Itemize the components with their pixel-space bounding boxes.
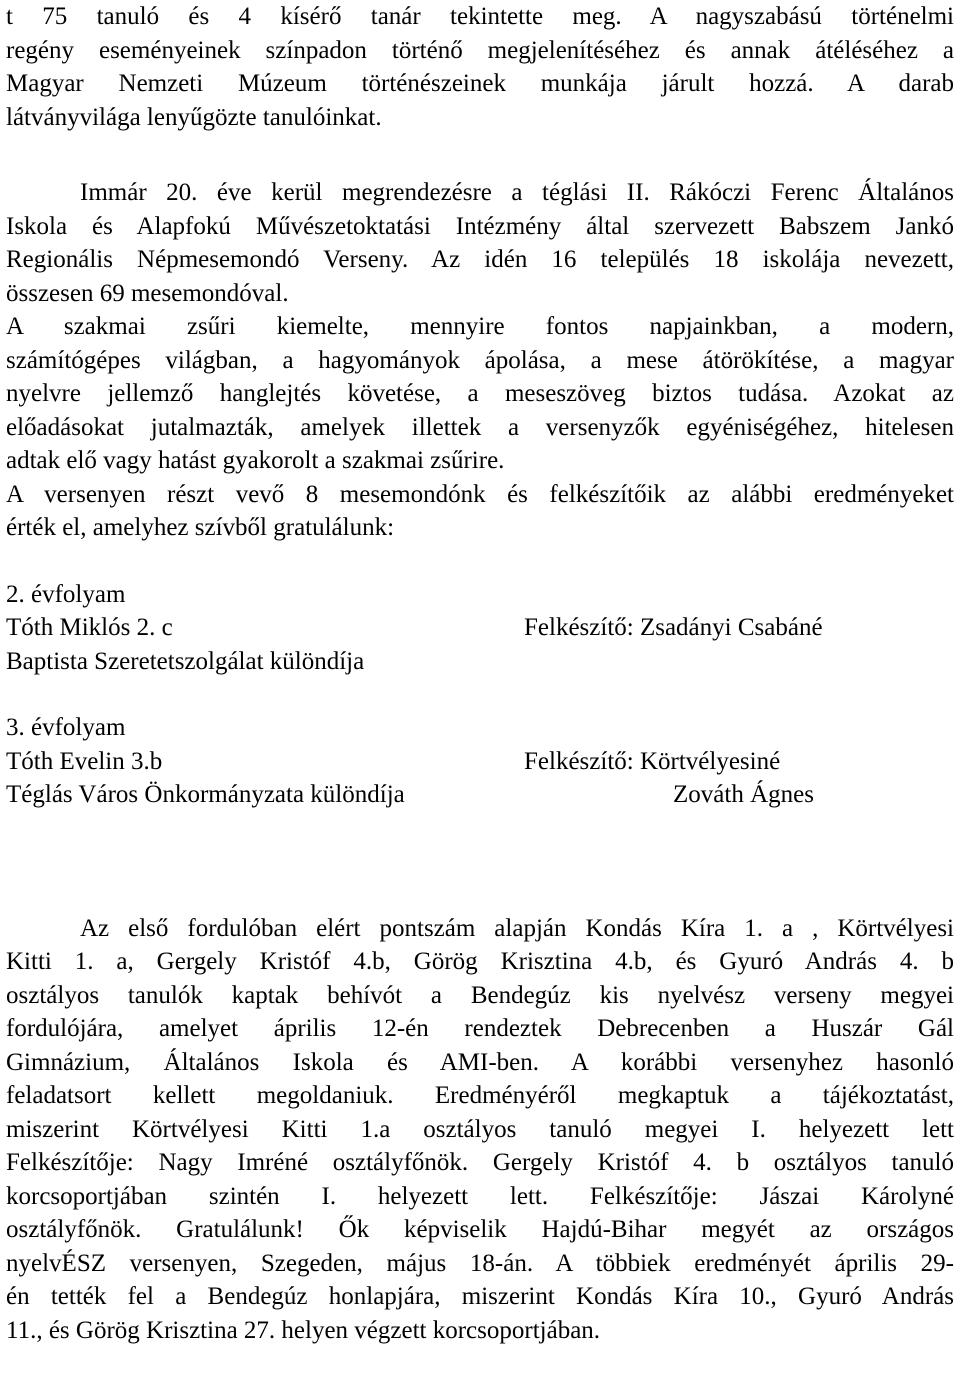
text-line: érték el, amelyhez szívből gratulálunk: [6,514,395,541]
grade-2-section [6,578,954,679]
text-line: A versenyen részt vevő 8 mesemondónk és felkészítőik az alábbi eredményeket [6,480,954,508]
teacher-name: Felkészítő: Körtvélyesiné [524,747,781,775]
grade-3-section [6,711,954,812]
bendeguz-paragraph [6,912,954,1348]
text-line: korcsoportjában szintén I. helyezett lett. Felkészítője: Jászai Károlyné [6,1182,954,1210]
teacher-name-continued: Zováth Ágnes [673,781,814,808]
grade-heading: 2. évfolyam [6,580,126,608]
text-line: Immár 20. éve kerül megrendezésre a téglási II. Rákóczi Ferenc Általános [80,179,954,206]
student-name: Tóth Miklós 2. c [6,614,173,641]
text-line: nyelvÉSZ versenyen, Szegeden, május 18-án. A többiek eredményét április 29- [6,1249,954,1277]
text-line: miszerint Körtvélyesi Kitti 1.a osztályos tanuló megyei I. helyezett lett [6,1115,954,1143]
award-row [6,778,954,812]
competition-paragraph [6,176,954,310]
text-line: Gimnázium, Általános Iskola és AMI-ben. A korábbi versenyhez hasonló [6,1048,954,1076]
result-row [6,745,954,779]
text-line: t 75 tanuló és 4 kísérő tanár tekintette meg. A nagyszabású történelmi [6,3,954,30]
text-line: összesen 69 mesemondóval. [6,279,289,307]
text-line: A szakmai zsűri kiemelte, mennyire fontos napjainkban, a modern, [6,313,954,340]
intro-paragraph [6,0,954,134]
document-page [6,0,954,1347]
text-line: Magyar Nemzeti Múzeum történészeinek munkája járult hozzá. A darab [6,70,954,97]
text-line: Regionális Népmesemondó Verseny. Az idén 16 település 18 iskolája nevezett, [6,246,954,273]
text-line: osztályfőnök. Gratulálunk! Ők képviselik Hajdú-Bihar megyét az országos [6,1216,954,1243]
award-line: Téglás Város Önkormányzata különdíja [6,781,405,808]
text-line: előadásokat jutalmazták, amelyek illettek a versenyzők egyéniségéhez, hitelesen [6,413,954,441]
text-line: Felkészítője: Nagy Imréné osztályfőnök. Gergely Kristóf 4. b osztályos tanuló [6,1149,954,1176]
text-line: regény eseményeinek színpadon történő megjelenítéséhez és annak átéléséhez a [6,36,954,64]
award-line: Baptista Szeretetszolgálat különdíja [6,647,365,675]
text-line: adtak elő vagy hatást gyakorolt a szakmai zsűrire. [6,447,505,474]
text-line: látványvilága lenyűgözte tanulóinkat. [6,103,382,131]
spacer [6,134,954,176]
text-line: feladatsort kellett megoldaniuk. Eredményéről megkaptuk a tájékoztatást, [6,1082,954,1109]
spacer [6,678,954,711]
spacer [6,545,954,578]
text-line: 11., és Görög Krisztina 27. helyen végzett korcsoportjában. [6,1316,601,1344]
text-line: Iskola és Alapfokú Művészetoktatási Intézmény által szervezett Babszem Jankó [6,212,954,240]
results-intro-paragraph [6,478,954,545]
text-line: én tették fel a Bendegúz honlapjára, miszerint Kondás Kíra 10., Gyuró András [6,1283,954,1310]
student-name: Tóth Evelin 3.b [6,747,163,775]
text-line: nyelvre jellemző hanglejtés követése, a meseszöveg biztos tudása. Azokat az [6,380,954,407]
text-line: fordulójára, amelyet április 12-én rendeztek Debrecenben a Huszár Gál [6,1015,954,1042]
text-line: számítógépes világban, a hagyományok ápolása, a mese átörökítése, a magyar [6,346,954,374]
text-line: osztályos tanulók kaptak behívót a Bendegúz kis nyelvész verseny megyei [6,981,954,1009]
grade-heading: 3. évfolyam [6,714,126,741]
spacer [6,812,954,912]
result-row [6,611,954,645]
text-line: Kitti 1. a, Gergely Kristóf 4.b, Görög Krisztina 4.b, és Gyuró András 4. b [6,948,954,975]
teacher-name: Felkészítő: Zsadányi Csabáné [524,614,823,641]
jury-paragraph [6,310,954,478]
text-line: Az első fordulóban elért pontszám alapján Kondás Kíra 1. a , Körtvélyesi [80,914,954,942]
